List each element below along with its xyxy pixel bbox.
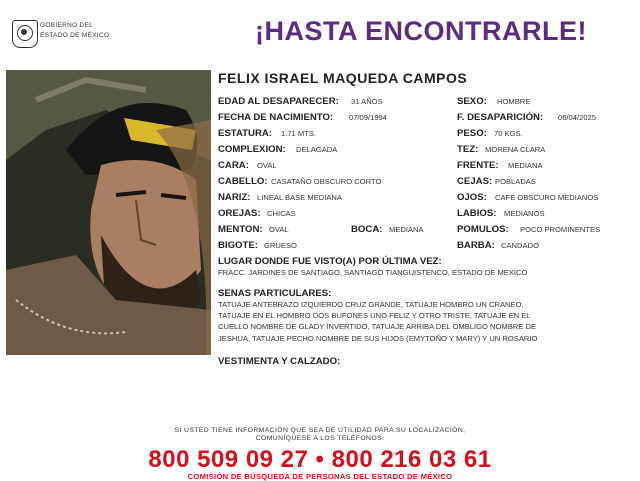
cejas-value: POBLADAS [495, 177, 536, 186]
peso-value: 70 KGS. [494, 129, 523, 138]
fecha-desaparicion-label: F. DESAPARICIÓN: [457, 112, 544, 123]
cara-label: CARA: [218, 160, 249, 171]
complexion-value: DELAGADA [296, 145, 338, 154]
frente-value: MEDIANA [508, 161, 543, 170]
barba-label: BARBA: [457, 240, 495, 251]
bigote-label: BIGOTE: [218, 240, 258, 251]
phone-number-2[interactable]: 800 216 03 61 [331, 446, 492, 473]
footer-note-line2: COMUNÍQUESE A LOS TELÉFONOS: [255, 435, 385, 442]
cabello-label: CABELLO: [218, 176, 268, 187]
labios-label: LABIOS: [457, 208, 497, 219]
labios-value: MEDIANOS [504, 209, 545, 218]
estatura-value: 1.71 MTS. [281, 129, 317, 138]
fecha-desaparicion-value: 06/04/2025 [558, 113, 597, 122]
peso-label: PESO: [457, 128, 487, 139]
senas-text [218, 299, 628, 344]
cabello-value: CASATAÑO OBSCURO CORTO [271, 177, 382, 186]
pomulos-label: POMULOS: [457, 224, 509, 235]
government-logo-line2: ESTADO DE MÉXICO [40, 32, 110, 39]
orejas-label: OREJAS: [218, 208, 261, 219]
menton-label: MENTON: [218, 224, 263, 235]
boca-value: MEDIANA [389, 225, 424, 234]
frente-label: FRENTE: [457, 160, 499, 171]
edad-value: 31 AÑOS [351, 97, 383, 106]
commission-name: COMISIÓN DE BÚSQUEDA DE PERSONAS DEL ESTADO DE MÉXICO [187, 472, 453, 481]
senas-title: SENAS PARTICULARES: [218, 288, 332, 299]
vestimenta-title: VESTIMENTA Y CALZADO: [218, 356, 341, 367]
senas-line: TATUAJE ANTEBRAZO IZQUIERDO CRUZ GRANDE, TATUAJE HOMBRO UN CRANEO, [218, 300, 524, 309]
senas-line: TATUAJE EN EL HOMBRO DOS BUFONES UNO FELIZ Y OTRO TRISTE, TATUAJE EN EL [218, 311, 531, 321]
menton-value: OVAL [269, 225, 289, 234]
last-seen-text: FRACC. JARDINES DE SANTIAGO, SANTIAGO TIANGUISTENCO, ESTADO DE MEXICO [218, 268, 528, 277]
phone-number-1[interactable]: 800 509 09 27 [148, 446, 309, 473]
fecha-nacimiento-value: 07/09/1994 [349, 113, 388, 122]
tez-value: MORENA CLARA [485, 145, 546, 154]
ojos-label: OJOS: [457, 192, 487, 203]
phone-separator: • [315, 446, 325, 473]
boca-label: BOCA: [351, 224, 383, 235]
senas-line: JESHUA, TATUAJE PECHO NOMBRE DE SUS HIJOS (EMYTOÑO Y MARY) Y UN ROSARIO [218, 333, 538, 343]
orejas-value: CHICAS [267, 209, 296, 218]
headline: ¡HASTA ENCONTRARLE! [255, 16, 587, 46]
phone-numbers [0, 446, 640, 474]
government-logo-line1: GOBIERNO DEL [40, 22, 94, 29]
cejas-label: CEJAS: [457, 176, 493, 187]
fecha-nacimiento-label: FECHA DE NACIMIENTO: [218, 112, 334, 123]
tez-label: TEZ: [457, 144, 479, 155]
bigote-value: GRUESO [264, 241, 297, 250]
barba-value: CANDADO [501, 241, 539, 250]
last-seen-title: LUGAR DONDE FUE VISTO(A) POR ÚLTIMA VEZ: [218, 256, 442, 267]
person-photo [6, 70, 211, 355]
person-photo-image [6, 70, 211, 355]
footer-note-line1: SI USTED TIENE INFORMACIÓN QUE SEA DE UTILIDAD PARA SU LOCALIZACIÓN, [174, 427, 466, 434]
cara-value: OVAL [257, 161, 277, 170]
senas-line: CUELLO NOMBRE DE GLADY INVERTIDO, TATUAJE ARRIBA DEL OMBLIGO NOMBRE DE [218, 322, 537, 332]
edad-label: EDAD AL DESAPARECER: [218, 96, 339, 107]
complexion-label: COMPLEXION: [218, 144, 286, 155]
person-name: FELIX ISRAEL MAQUEDA CAMPOS [218, 70, 468, 86]
pomulos-value: POCO PROMINENTES [520, 225, 601, 234]
sexo-value: HOMBRE [497, 97, 531, 106]
ojos-value: CAFE OBSCURO MEDIANOS [495, 193, 599, 202]
state-seal-icon [12, 20, 38, 48]
sexo-label: SEXO: [457, 96, 487, 107]
nariz-value: LINEAL BASE MEDIANA [257, 193, 342, 202]
nariz-label: NARIZ: [218, 192, 251, 203]
estatura-label: ESTATURA: [218, 128, 273, 139]
